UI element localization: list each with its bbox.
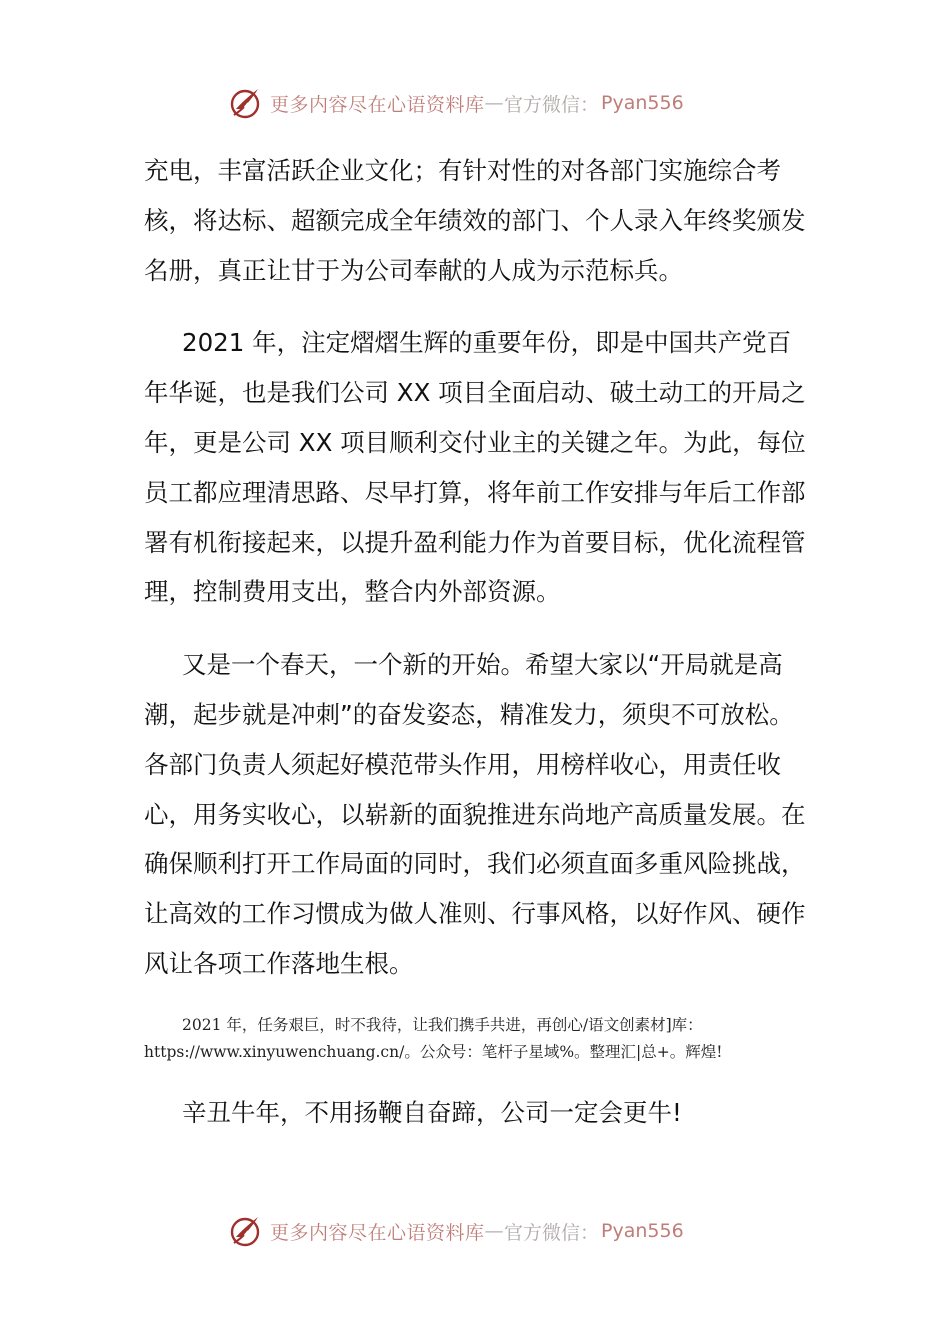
- header-wechat-id: Pyan556: [601, 92, 684, 114]
- footer-wechat-label: 官方微信：: [504, 1221, 600, 1244]
- paragraph-2: 2021 年，注定熠熠生辉的重要年份，即是中国共产党百年华诞，也是我们公司 XX 项目全面启动、破土动工的开局之年，更是公司 XX 项目顺利交付业主的关键之年。为此，每位员工都应理清思路、尽早打算，将年前工作安排与年后工作部署有机衔接起来，以提升盈利能力作为首要目标，优化流程管理，控制费用支出，整合内外部资源。: [144, 328, 806, 607]
- source-note-line-2: https://www.xinyuwenchuang.cn/。公众号：笔杆子星域%。整理汇|总+。辉煌!: [144, 1043, 723, 1061]
- header-banner: [228, 84, 684, 122]
- footer-wechat-id: Pyan556: [601, 1220, 684, 1242]
- header-title: 更多内容尽在心语资料库: [270, 93, 485, 116]
- footer-separator: —: [484, 1220, 505, 1242]
- paragraph-1: 充电，丰富活跃企业文化；有针对性的对各部门实施综合考核，将达标、超额完成全年绩效的部门、个人录入年终奖颁发名册，真正让甘于为公司奉献的人成为示范标兵。: [144, 156, 806, 285]
- source-note-line-1: 2021 年，任务艰巨，时不我待，让我们携手共进，再创心/语文创素材]库：: [182, 1016, 703, 1034]
- document-body: [144, 146, 814, 989]
- header-separator: —: [484, 92, 505, 114]
- closing-paragraph: 辛丑牛年，不用扬鞭自奋蹄，公司一定会更牛!: [182, 1098, 682, 1127]
- header-wechat-label: 官方微信：: [504, 93, 600, 116]
- source-note: [144, 1012, 820, 1066]
- footer-title: 更多内容尽在心语资料库: [270, 1221, 485, 1244]
- quill-logo-icon: [228, 85, 264, 121]
- quill-logo-icon: [228, 1213, 264, 1249]
- footer-banner: [228, 1212, 684, 1250]
- paragraph-3: 又是一个春天，一个新的开始。希望大家以“开局就是高潮，起步就是冲刺”的奋发姿态，精准发力，须臾不可放松。各部门负责人须起好模范带头作用，用榜样收心，用责任收心，用务实收心，以崭新的面貌推进东尚地产高质量发展。在确保顺利打开工作局面的同时，我们必须直面多重风险挑战，让高效的工作习惯成为做人准则、行事风格，以好作风、硬作风让各项工作落地生根。: [144, 650, 806, 978]
